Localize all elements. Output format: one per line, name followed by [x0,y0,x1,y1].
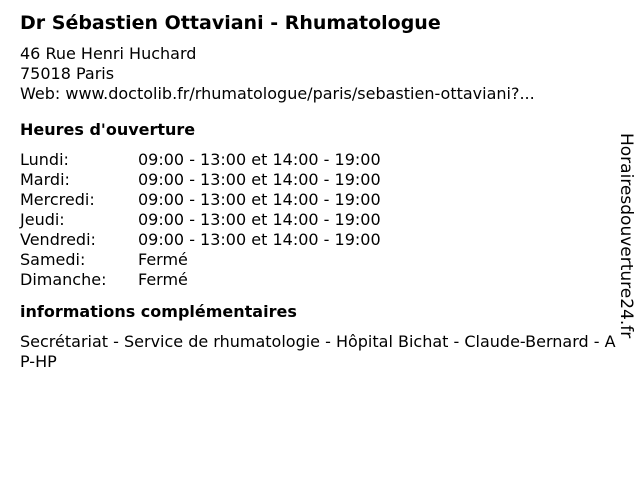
website-link[interactable]: Web: www.doctolib.fr/rhumatologue/paris/sebastien-ottaviani?... [20,84,535,103]
hours-value: 09:00 - 13:00 et 14:00 - 19:00 [138,150,381,169]
info-text: Secrétariat - Service de rhumatologie - Hôpital Bichat - Claude-Bernard - AP-HP [20,332,616,371]
hours-table [20,150,620,290]
hours-value: 09:00 - 13:00 et 14:00 - 19:00 [138,170,381,189]
hours-row-vendredi [20,230,620,250]
hours-value: 09:00 - 13:00 et 14:00 - 19:00 [138,190,381,209]
hours-value: 09:00 - 13:00 et 14:00 - 19:00 [138,230,381,249]
address-street: 46 Rue Henri Huchard [20,44,197,63]
hours-value: 09:00 - 13:00 et 14:00 - 19:00 [138,210,381,229]
business-card [20,10,620,372]
site-watermark: Horairesdouverture24.fr [616,133,636,339]
hours-row-mardi [20,170,620,190]
hours-row-samedi [20,250,620,270]
hours-value: Fermé [138,250,188,269]
hours-day: Jeudi: [20,210,65,229]
hours-value: Fermé [138,270,188,289]
hours-heading: Heures d'ouverture [20,120,196,139]
hours-row-dimanche [20,270,620,290]
hours-day: Lundi: [20,150,69,169]
hours-day: Vendredi: [20,230,96,249]
hours-day: Mardi: [20,170,70,189]
hours-day: Dimanche: [20,270,107,289]
hours-row-lundi [20,150,620,170]
hours-day: Samedi: [20,250,86,269]
address-block [20,44,620,104]
hours-day: Mercredi: [20,190,95,209]
address-city: 75018 Paris [20,64,115,83]
hours-row-mercredi [20,190,620,210]
info-heading: informations complémentaires [20,302,297,321]
page-title: Dr Sébastien Ottaviani - Rhumatologue [20,12,441,34]
hours-row-jeudi [20,210,620,230]
